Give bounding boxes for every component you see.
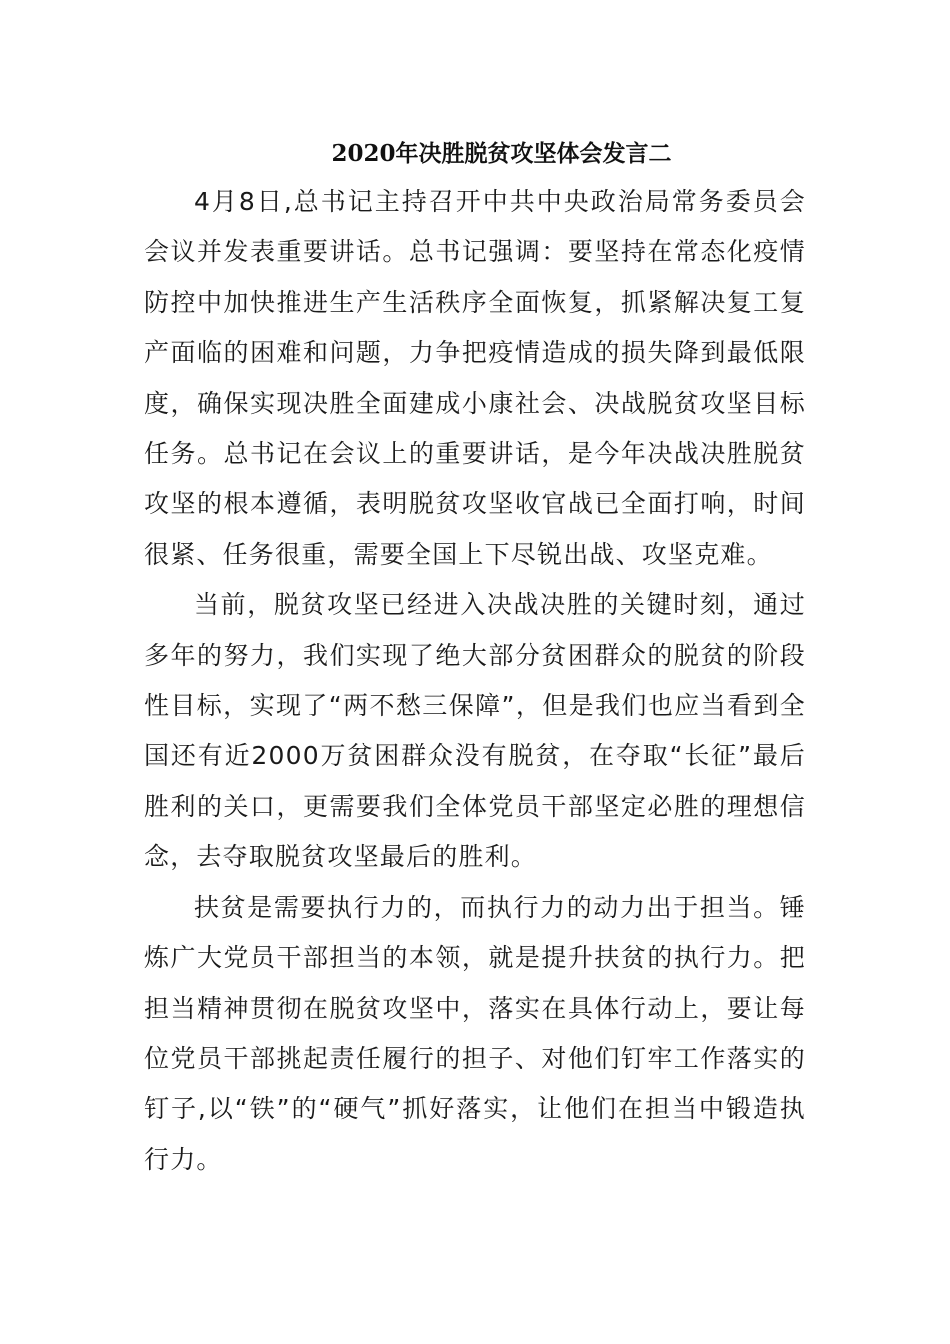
paragraph-3: 扶贫是需要执行力的，而执行力的动力出于担当。锤炼广大党员干部担当的本领，就是提升扶贫的执行力。把担当精神贯彻在脱贫攻坚中，落实在具体行动上，要让每位党员干部挑起责任履行的担子、对他们钉牢工作落实的钉子,以“铁”的“硬气”抓好落实，让他们在担当中锻造执行力。 [144, 892, 806, 1174]
paragraph-1: 4月8日,总书记主持召开中共中央政治局常务委员会会议并发表重要讲话。总书记强调：要坚持在常态化疫情防控中加快推进生产生活秩序全面恢复，抓紧解决复工复产面临的困难和问题，力争把疫情造成的损失降到最低限度，确保实现决胜全面建成小康社会、决战脱贫攻坚目标任务。总书记在会议上的重要讲话，是今年决战决胜脱贫攻坚的根本遵循，表明脱贫攻坚收官战已全面打响，时间很紧、任务很重，需要全国上下尽锐出战、攻坚克难。 [144, 187, 806, 569]
document-body [144, 177, 806, 1185]
document-title: 2020年决胜脱贫攻坚体会发言二 [331, 140, 672, 167]
paragraph-2: 当前，脱贫攻坚已经进入决战决胜的关键时刻，通过多年的努力，我们实现了绝大部分贫困群众的脱贫的阶段性目标，实现了“两不愁三保障”，但是我们也应当看到全国还有近2000万贫困群众没有脱贫，在夺取“长征”最后胜利的关口，更需要我们全体党员干部坚定必胜的理想信念，去夺取脱贫攻坚最后的胜利。 [144, 590, 806, 872]
